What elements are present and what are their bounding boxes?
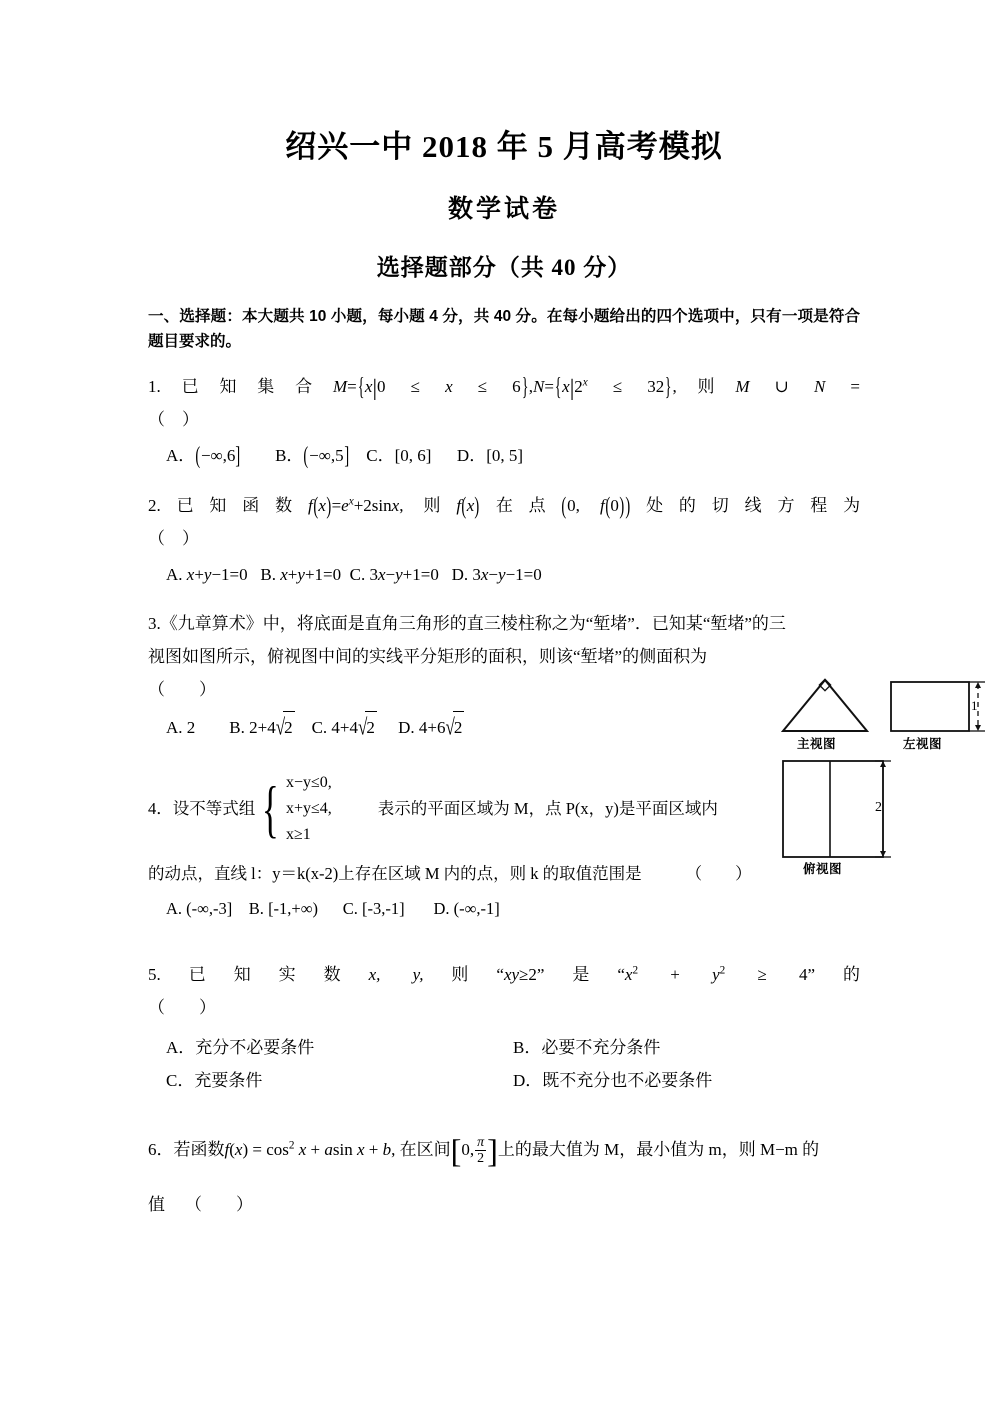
q1-w4: 合 xyxy=(295,376,333,396)
q1-opt-d-label[interactable]: D． xyxy=(456,446,487,466)
q1-opt-d-text[interactable]: [0, 5] xyxy=(486,446,524,466)
question-6-line2 xyxy=(148,1188,860,1221)
q2-dot: . xyxy=(156,495,161,515)
q6-bracket-open: [ xyxy=(450,1132,462,1169)
q2-opt-b-label[interactable]: B. xyxy=(260,564,276,584)
question-5-options-row-1 xyxy=(166,1031,860,1064)
question-1-stem xyxy=(148,370,860,403)
question-1-options: A．(−∞,6] B．(−∞,5] C．[0, 6] D．[0, 5] xyxy=(166,441,524,470)
q5-opt-a[interactable] xyxy=(166,1031,513,1064)
question-3 xyxy=(148,607,860,744)
question-1-paren: （ ） xyxy=(148,410,199,430)
question-4-line1 xyxy=(148,770,860,848)
q5-opt-d[interactable] xyxy=(513,1064,860,1097)
q5-quote1: “ xyxy=(496,965,504,985)
question-4-after-system: 表示的平面区域为 M，点 P(x，y)是平面区域内 xyxy=(377,799,718,819)
question-3-options: A. 2 B. 2+4√2 C. 4+4√2 D. 4+6√2 xyxy=(148,711,860,744)
q2-w1: 已 xyxy=(160,495,210,515)
question-6-tail: 上的最大值为 M，最小值为 m，则 M−m 的 xyxy=(497,1139,820,1159)
question-3-paren: （ ） xyxy=(148,680,216,700)
question-2-paren: （ ） xyxy=(148,528,199,548)
section-title: 选择题部分（共 40 分） xyxy=(376,254,632,280)
q1-opt-b-label[interactable]: B． xyxy=(275,446,304,466)
page-content xyxy=(148,0,860,1222)
q1-w3: 集 xyxy=(257,376,296,396)
q5-w4: 数 xyxy=(323,965,369,985)
q2-t4: 线 xyxy=(744,495,778,515)
q4-opt-c-label[interactable]: C. xyxy=(342,898,358,918)
top-view-label: 俯视图 xyxy=(803,862,843,876)
q6-math: $f(x) = \cos^2 x + asin$ x + b, 在区间 xyxy=(224,1139,451,1159)
question-5 xyxy=(148,958,860,1097)
q2-t3: 切 xyxy=(711,495,745,515)
q2-opt-c-label[interactable]: C. xyxy=(349,564,366,584)
q1-w1: 已 xyxy=(160,376,220,396)
q2-t7: 为 xyxy=(843,495,861,515)
question-4-prefix: 4．设不等式组 xyxy=(148,799,256,819)
q3-opt-a-text[interactable]: 2 xyxy=(186,717,196,737)
q5-opt-c-label: C． xyxy=(166,1070,195,1090)
q5-opt-b-text: 必要不充分条件 xyxy=(541,1037,661,1057)
q5-opt-d-text: 既不充分也不必要条件 xyxy=(542,1070,713,1090)
q2-opt-d-label[interactable]: D. xyxy=(451,564,469,584)
q5-w2: 知 xyxy=(233,965,279,985)
question-5-stem xyxy=(148,958,860,991)
question-6 xyxy=(148,1133,860,1222)
q5-vars: x, y, xyxy=(368,965,424,985)
q1-dot: . xyxy=(156,376,161,396)
q1-num: 1 xyxy=(148,376,157,396)
question-5-options-row-2 xyxy=(166,1064,860,1097)
system-row-3: x≥1 xyxy=(285,825,311,843)
system-row-2: x+y≤4, xyxy=(285,799,332,817)
top-view-dimension-label: 2 xyxy=(875,800,883,815)
q3-opt-b-label[interactable]: B. xyxy=(229,717,245,737)
question-2-options: A. x+y−1=0 B. x+y+1=0 C. 3x−y+1=0 D. 3x−y−1=0 xyxy=(166,564,542,584)
q5-opt-c-text: 充要条件 xyxy=(194,1070,263,1090)
question-4-line2-text: 的动点，直线 l：y＝k(x-2)上存在区域 M 内的点，则 k 的取值范围是 xyxy=(148,863,642,883)
q4-opt-a-text[interactable]: (-∞,-3] xyxy=(186,898,233,918)
question-5-options xyxy=(148,1031,860,1097)
q2-t2: 的 xyxy=(678,495,712,515)
page-title: 绍兴一中 2018 年 5 月高考模拟 xyxy=(285,129,723,164)
system-brace: { xyxy=(262,772,280,844)
q5-cond1: xy≥2 xyxy=(503,965,537,985)
system-row-1: x−y≤0, xyxy=(285,773,332,791)
three-view-figure xyxy=(775,668,990,883)
q2-t1: 处 xyxy=(630,495,679,515)
q2-opt-a-label[interactable]: A. xyxy=(166,564,183,584)
q5-quote2: ” xyxy=(536,965,545,985)
q5-opt-b-label: B． xyxy=(513,1037,542,1057)
q2-t6: 程 xyxy=(810,495,844,515)
question-3-line2: 视图如图所示，俯视图中间的实线平分矩形的面积，则该“堑堵”的侧面积为 xyxy=(148,647,708,667)
question-6-prefix: 6．若函数 xyxy=(148,1139,225,1159)
q4-opt-a-label[interactable]: A. xyxy=(166,898,183,918)
q5-opt-a-text: 充分不必要条件 xyxy=(195,1037,315,1057)
q3-opt-d-label[interactable]: D. xyxy=(398,717,415,737)
question-2 xyxy=(148,489,860,592)
q2-t5: 方 xyxy=(777,495,811,515)
q5-w3: 实 xyxy=(278,965,324,985)
q1-w2: 知 xyxy=(219,376,258,396)
q5-quote4: ” xyxy=(807,965,816,985)
question-4-line2 xyxy=(148,858,860,889)
q3-opt-c-label[interactable]: C. xyxy=(311,717,328,737)
question-5-paren: （ ） xyxy=(148,998,216,1018)
q1-opt-c-label[interactable]: C． xyxy=(366,446,395,466)
q4-opt-d-label[interactable]: D. xyxy=(433,898,450,918)
q5-then: 则 xyxy=(423,965,497,985)
q5-opt-b[interactable] xyxy=(513,1031,860,1064)
q5-w1: 已 xyxy=(160,965,234,985)
side-view-dimension-label: 1 xyxy=(971,698,978,713)
question-4-paren: （ ） xyxy=(685,863,752,883)
q4-opt-d-text[interactable]: (-∞,-1] xyxy=(453,898,500,918)
instructions-paragraph: 一、选择题：本大题共 10 小题，每小题 4 分，共 40 分。在每小题给出的四个选项中，只有一项是符合题目要求的。 xyxy=(148,307,860,350)
q6-interval: 0, $\frac{\pi}{2}$ xyxy=(461,1135,485,1167)
front-view-shape xyxy=(783,679,867,731)
side-view-label: 左视图 xyxy=(903,737,943,751)
q5-cond2: $x^2 + y^2 \ge 4$ xyxy=(624,964,808,985)
q2-w3: 函 xyxy=(242,495,276,515)
q4-opt-b-label[interactable]: B. xyxy=(248,898,264,918)
question-4 xyxy=(148,770,860,924)
q5-of: 的 xyxy=(815,965,861,985)
q1-math: $M=\{x|0 \le x \le 6\},N=\{x|2^x \le 32\}$,则M ∪ N = xyxy=(332,372,861,401)
q5-quote3: “ xyxy=(617,965,625,985)
question-6-paren: （ ） xyxy=(185,1195,253,1215)
q6-bracket-close: ] xyxy=(487,1132,498,1169)
q5-is: 是 xyxy=(544,965,618,985)
q2-math: $f(x)=e^x+2\sin x$, 则f(x)在点(0, f(0)) xyxy=(307,491,630,519)
three-view-svg xyxy=(775,668,990,883)
q2-w4: 数 xyxy=(275,495,308,515)
q1-opt-a-label[interactable]: A． xyxy=(166,446,196,466)
q1-opt-c-text[interactable]: [0, 6] xyxy=(394,446,432,466)
question-4-options xyxy=(148,893,860,924)
q2-num: 2 xyxy=(148,495,157,515)
q4-opt-b-text[interactable]: [-1,+∞) xyxy=(268,898,318,918)
page-subtitle: 数学试卷 xyxy=(447,195,560,223)
question-6-stem xyxy=(148,1133,860,1167)
q2-w2: 知 xyxy=(209,495,243,515)
q5-num: 5. xyxy=(148,965,161,985)
front-view-label: 主视图 xyxy=(797,737,837,751)
q5-opt-c[interactable] xyxy=(166,1064,513,1097)
q4-opt-c-text[interactable]: [-3,-1] xyxy=(362,898,405,918)
question-6-line2-text: 值 xyxy=(148,1195,165,1215)
q5-opt-a-label: A． xyxy=(166,1037,196,1057)
q3-opt-a-label[interactable]: A. xyxy=(166,717,183,737)
inequality-system xyxy=(255,770,332,848)
question-3-line1: 3.《九章算术》中，将底面是直角三角形的直三棱柱称之为“堑堵”．已知某“堑堵”的三 xyxy=(148,614,786,634)
question-1 xyxy=(148,370,860,473)
question-2-stem xyxy=(148,489,860,522)
q5-opt-d-label: D． xyxy=(513,1070,543,1090)
